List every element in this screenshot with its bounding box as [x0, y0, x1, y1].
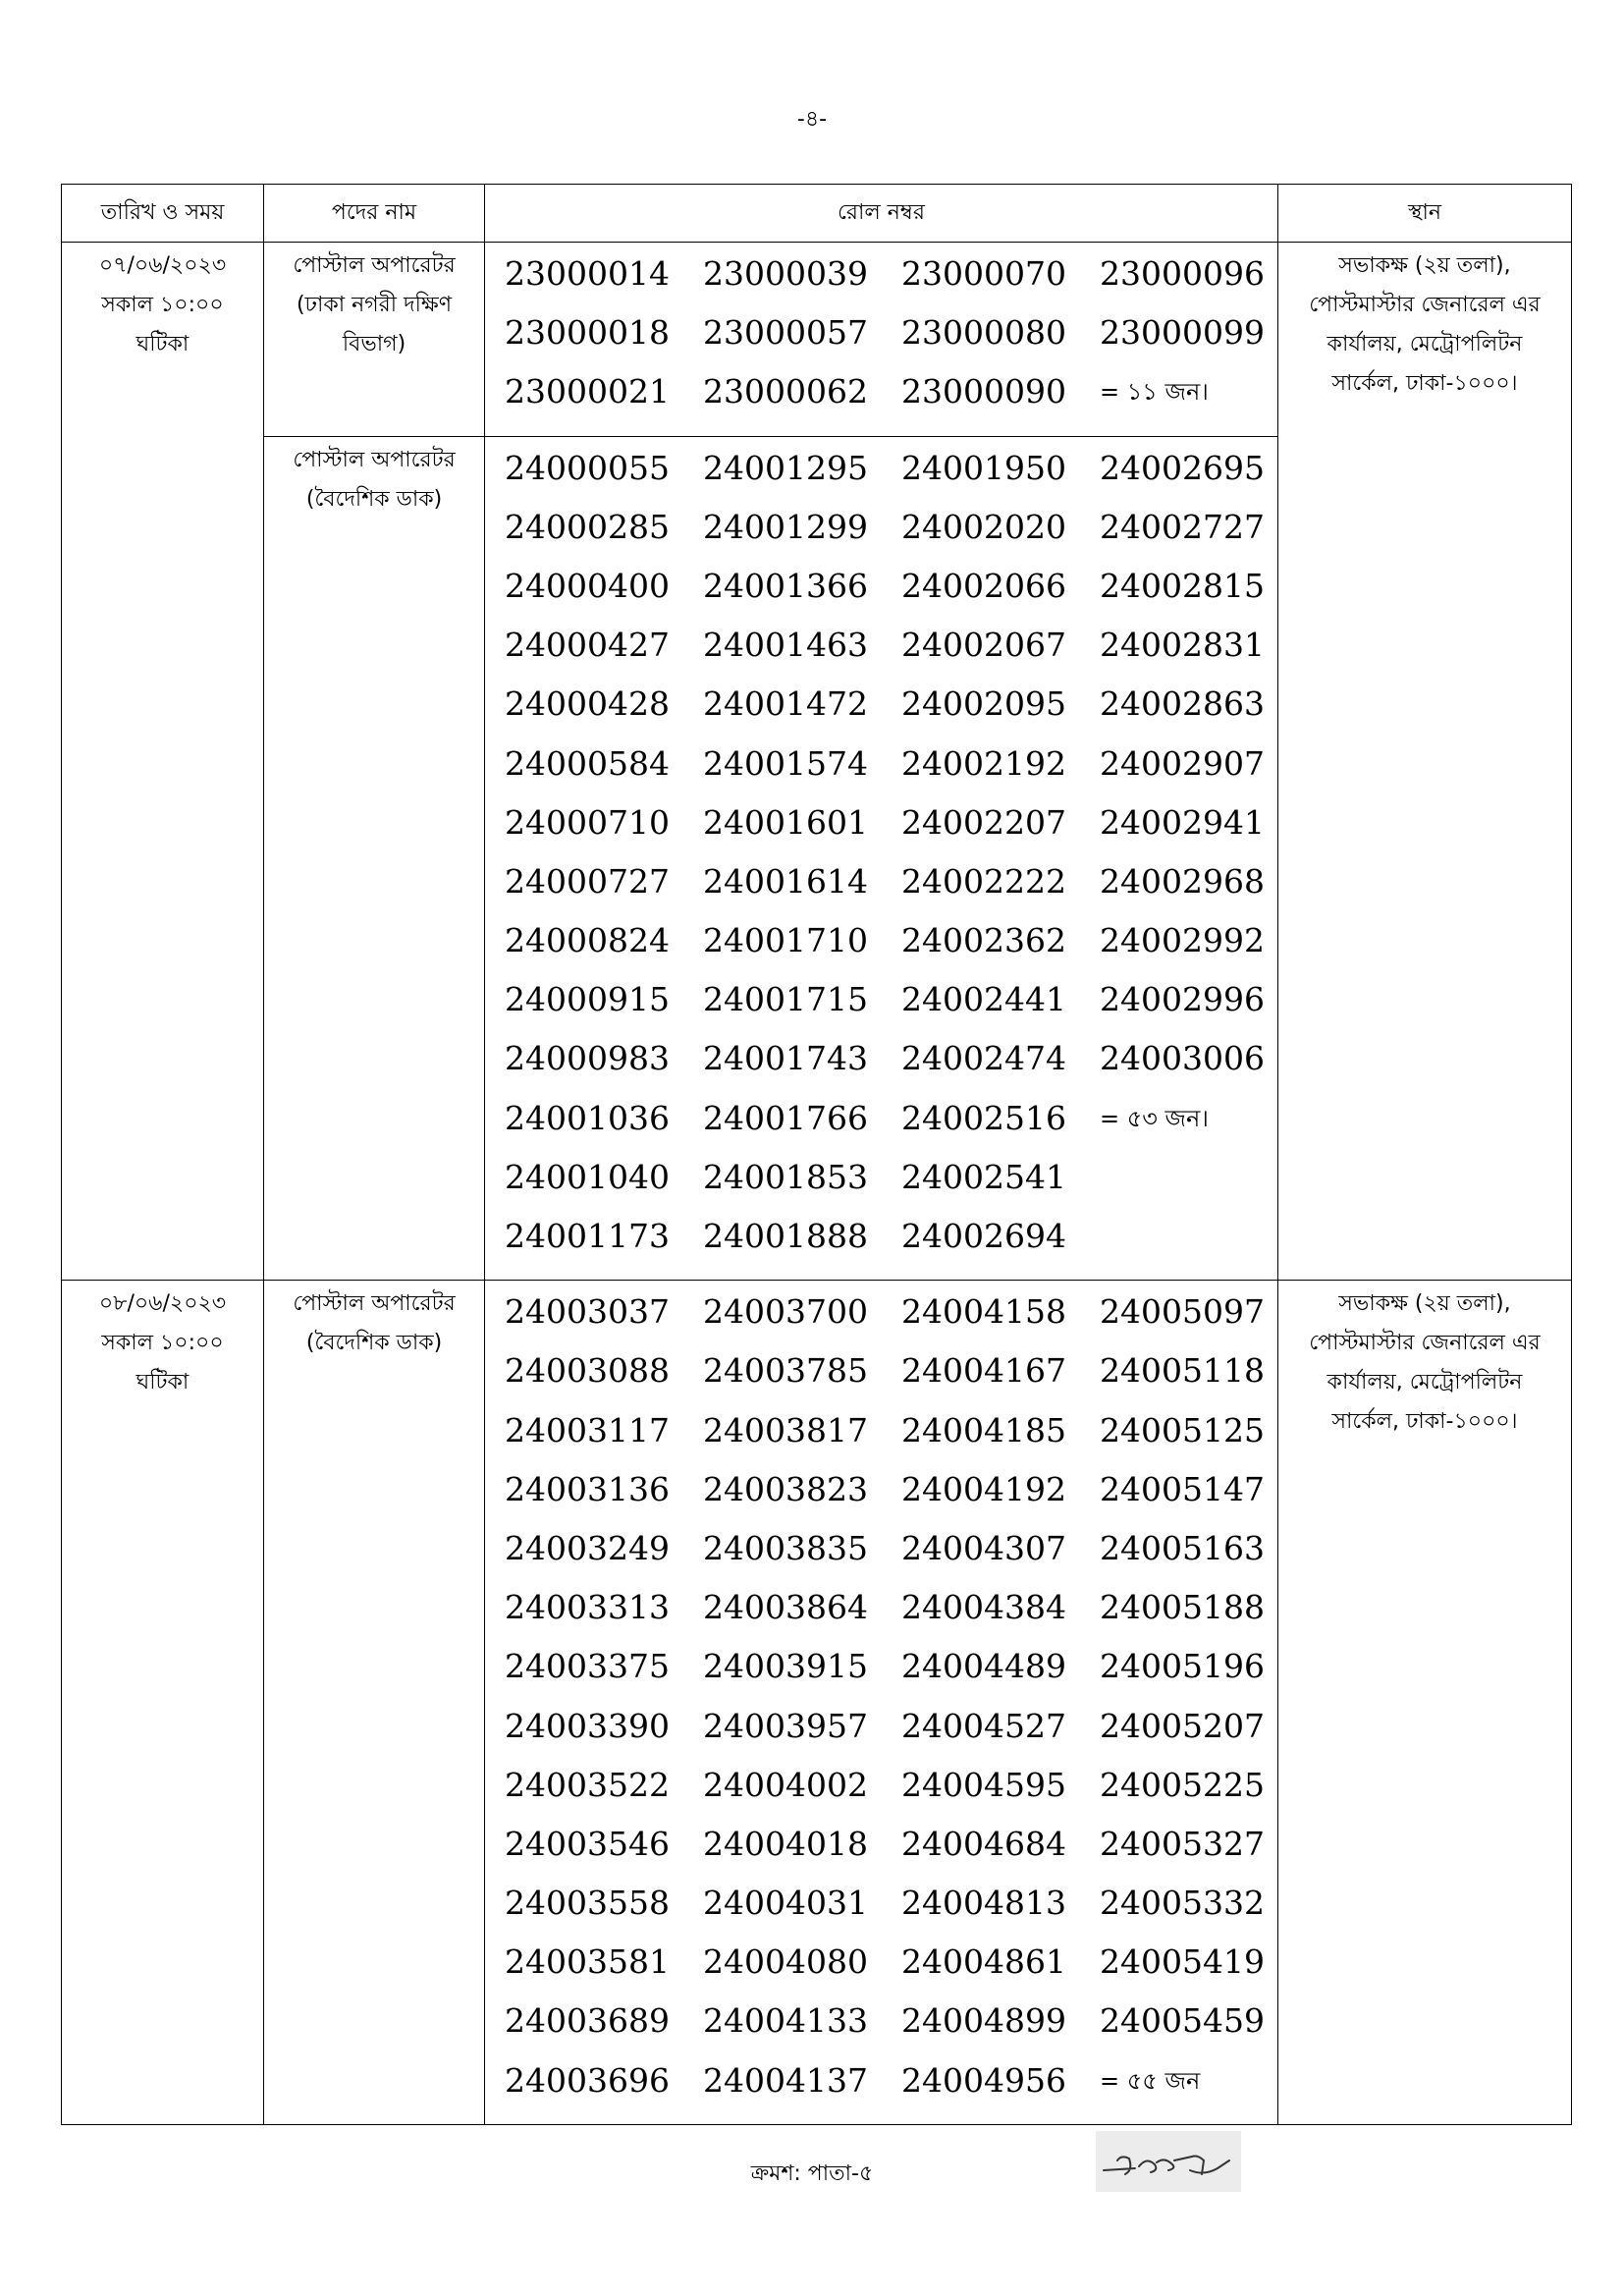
roll-number: 24002474: [901, 1039, 1066, 1078]
roll-number: 23000090: [901, 372, 1066, 411]
roll-number: 24004185: [901, 1410, 1066, 1449]
roll-number: 24003823: [703, 1469, 868, 1508]
roll-number: 23000062: [703, 372, 868, 411]
roll-number: 24005118: [1100, 1351, 1265, 1391]
roll-number: 24004813: [901, 1884, 1066, 1923]
roll-number: 24005125: [1100, 1410, 1265, 1449]
roll-number: 24002831: [1100, 626, 1265, 665]
roll-number: 24005196: [1100, 1647, 1265, 1686]
roll-number: 24001299: [703, 507, 868, 546]
roll-number: 24002541: [901, 1157, 1066, 1196]
roll-number: 23000099: [1100, 313, 1265, 353]
roll-number: 24002968: [1100, 861, 1265, 901]
post-name-line: পোস্টাল অপারেটর: [293, 1291, 456, 1317]
continued-note: ক্রমশ: পাতা-৫: [750, 2161, 874, 2186]
venue-cell: [1278, 1281, 1572, 2125]
header-date: তারিখ ও সময়: [62, 185, 264, 243]
roll-number: 24003957: [703, 1706, 868, 1745]
roll-number: 24003817: [703, 1410, 868, 1449]
roll-number: 24005327: [1100, 1824, 1265, 1863]
roll-number: 24003558: [505, 1884, 670, 1923]
table-body: [62, 243, 1572, 2125]
roll-number: 24002815: [1100, 566, 1265, 605]
roll-number: 24000710: [505, 802, 670, 842]
roll-number: 24005419: [1100, 1942, 1265, 1982]
venue-line: কার্যালয়, মেট্রোপলিটন: [1326, 332, 1523, 356]
roll-numbers-cell: [485, 436, 1278, 1281]
roll-number: 23000018: [505, 313, 670, 353]
roll-number: 24002907: [1100, 743, 1265, 783]
post-name-line: বিভাগ): [342, 332, 406, 356]
roll-numbers-cell: [485, 1281, 1278, 2125]
roll-number: 24000727: [505, 861, 670, 901]
roll-number: 24002362: [901, 921, 1066, 960]
roll-number: 24002996: [1100, 980, 1265, 1019]
roll-number-grid: [485, 245, 1277, 422]
roll-number: 24001614: [703, 861, 868, 901]
roll-number: 24004137: [703, 2060, 868, 2100]
roll-number: 24003390: [505, 1706, 670, 1745]
roll-number: 24004307: [901, 1528, 1066, 1567]
roll-number: 24001040: [505, 1157, 670, 1196]
roll-number: 24005207: [1100, 1706, 1265, 1745]
roll-number: 24004080: [703, 1942, 868, 1982]
roll-number: 24005147: [1100, 1469, 1265, 1508]
roll-number: [1100, 1207, 1300, 1266]
post-name-line: (বৈদেশিক ডাক): [305, 486, 443, 512]
roll-number: 24004192: [901, 1469, 1066, 1508]
roll-number: 24003785: [703, 1351, 868, 1391]
roll-number: 24003835: [703, 1528, 868, 1567]
roll-number: 24001743: [703, 1039, 868, 1078]
roll-number: 24005163: [1100, 1528, 1265, 1567]
roll-number: 24002441: [901, 980, 1066, 1019]
roll-number: [1100, 1148, 1300, 1207]
roll-number: 24003249: [505, 1528, 670, 1567]
roll-numbers-cell: [485, 243, 1278, 437]
date-time-cell: [62, 243, 264, 1281]
roll-number: 24000400: [505, 566, 670, 605]
roll-number: 24001853: [703, 1157, 868, 1196]
roll-number: 24005459: [1100, 2001, 1265, 2041]
roll-number: 24002516: [901, 1098, 1066, 1137]
candidate-count: = ৫৩ জন।: [1100, 1104, 1209, 1132]
post-name-line: পোস্টাল অপারেটর: [293, 253, 456, 278]
date-time-line: সকাল ১০:০০: [101, 1331, 224, 1356]
post-name-line: (বৈদেশিক ডাক): [305, 1331, 443, 1356]
date-time-line: সকাল ১০:০০: [101, 293, 224, 317]
exam-schedule-table: [61, 184, 1572, 2125]
date-time-line: ০৭/০৬/২০২৩: [98, 253, 227, 278]
roll-number: 24003037: [505, 1292, 670, 1332]
roll-number: 23000070: [901, 254, 1066, 293]
roll-number: 24002695: [1100, 448, 1265, 487]
roll-number: 24003088: [505, 1351, 670, 1391]
roll-number: 24001950: [901, 448, 1066, 487]
venue-line: সার্কেল, ঢাকা-১০০০।: [1331, 371, 1518, 396]
roll-number: 23000080: [901, 313, 1066, 353]
roll-number: 24003581: [505, 1942, 670, 1982]
venue-cell: [1278, 243, 1572, 1281]
candidate-count: = ৫৫ জন: [1100, 2066, 1201, 2095]
roll-number: 24003546: [505, 1824, 670, 1863]
date-time-line: ঘটিকা: [135, 1370, 189, 1395]
roll-number: 24003117: [505, 1410, 670, 1449]
roll-number: 24003696: [505, 2060, 670, 2100]
roll-number: 24002066: [901, 566, 1066, 605]
roll-number: 24001766: [703, 1098, 868, 1137]
roll-number: 24005225: [1100, 1765, 1265, 1804]
roll-number: 24004002: [703, 1765, 868, 1804]
roll-number: 24004031: [703, 1884, 868, 1923]
roll-number: 23000096: [1100, 254, 1265, 293]
venue-line: সভাকক্ষ (২য় তলা),: [1338, 253, 1511, 278]
roll-number: 24004899: [901, 2001, 1066, 2041]
post-name-cell: [264, 436, 485, 1281]
roll-number: 24001295: [703, 448, 868, 487]
roll-number: 24003689: [505, 2001, 670, 2041]
post-name-cell: [264, 243, 485, 437]
roll-number: 24003006: [1100, 1039, 1265, 1078]
roll-number: 24004167: [901, 1351, 1066, 1391]
signature-image: [1096, 2131, 1241, 2192]
roll-number: 24004133: [703, 2001, 868, 2041]
roll-number: 24003700: [703, 1292, 868, 1332]
roll-number: 24004861: [901, 1942, 1066, 1982]
roll-number: 24002067: [901, 626, 1066, 665]
roll-number: 24000824: [505, 921, 670, 960]
roll-number: 24004384: [901, 1588, 1066, 1627]
roll-number: 23000039: [703, 254, 868, 293]
venue-line: পোস্টমাস্টার জেনারেল এর: [1309, 1331, 1541, 1356]
roll-number: 24003313: [505, 1588, 670, 1627]
roll-number: 24002992: [1100, 921, 1265, 960]
roll-number: 24000055: [505, 448, 670, 487]
roll-number: 24000584: [505, 743, 670, 783]
roll-number: 24001173: [505, 1217, 670, 1255]
roll-number: 24000983: [505, 1039, 670, 1078]
roll-number: 24001710: [703, 921, 868, 960]
roll-number: 24002207: [901, 802, 1066, 842]
header-venue: স্থান: [1278, 185, 1572, 243]
roll-number: 24005188: [1100, 1588, 1265, 1627]
roll-number-grid: [485, 439, 1277, 1267]
table-row: [62, 1281, 1572, 2125]
post-name-line: (ঢাকা নগরী দক্ষিণ: [296, 293, 453, 317]
roll-number: 24001574: [703, 743, 868, 783]
roll-number: 24005097: [1100, 1292, 1265, 1332]
roll-number: 24003136: [505, 1469, 670, 1508]
candidate-count: = ১১ জন।: [1100, 378, 1209, 407]
roll-number: 24004018: [703, 1824, 868, 1863]
header-roll: রোল নম্বর: [485, 185, 1278, 243]
roll-number: 24002694: [901, 1217, 1066, 1255]
roll-number: 24004595: [901, 1765, 1066, 1804]
signature-stroke: [1096, 2131, 1241, 2192]
venue-line: সার্কেল, ঢাকা-১০০০।: [1331, 1409, 1518, 1435]
roll-number: 24000285: [505, 507, 670, 546]
roll-number: 24001472: [703, 684, 868, 724]
post-name-line: পোস্টাল অপারেটর: [293, 447, 456, 472]
roll-number: 24002222: [901, 861, 1066, 901]
roll-number: 24005332: [1100, 1884, 1265, 1923]
post-name-cell: [264, 1281, 485, 2125]
roll-number: 24003864: [703, 1588, 868, 1627]
roll-number: 23000021: [505, 372, 670, 411]
date-time-line: ০৮/০৬/২০২৩: [98, 1291, 227, 1317]
roll-number: 24002020: [901, 507, 1066, 546]
header-post: পদের নাম: [264, 185, 485, 243]
roll-number: 24004956: [901, 2060, 1066, 2100]
roll-number: 24004158: [901, 1292, 1066, 1332]
roll-number: 24000427: [505, 626, 670, 665]
roll-number: 24001888: [703, 1217, 868, 1255]
page-number: -৪-: [796, 107, 828, 132]
roll-number: 23000014: [505, 254, 670, 293]
roll-number: 24001601: [703, 802, 868, 842]
date-time-line: ঘটিকা: [135, 332, 189, 356]
table-row: [62, 243, 1572, 437]
roll-number: 24002941: [1100, 802, 1265, 842]
venue-line: পোস্টমাস্টার জেনারেল এর: [1309, 293, 1541, 317]
roll-number: 24003375: [505, 1647, 670, 1686]
venue-line: সভাকক্ষ (২য় তলা),: [1338, 1291, 1511, 1317]
roll-number: 24001463: [703, 626, 868, 665]
roll-number: 24000428: [505, 684, 670, 724]
roll-number: 24002863: [1100, 684, 1265, 724]
roll-number-grid: [485, 1283, 1277, 2110]
roll-number: 24002192: [901, 743, 1066, 783]
roll-number: 24002727: [1100, 507, 1265, 546]
roll-number: 24003522: [505, 1765, 670, 1804]
roll-number: 24002095: [901, 684, 1066, 724]
roll-number: 24004527: [901, 1706, 1066, 1745]
roll-number: 24003915: [703, 1647, 868, 1686]
roll-number: 23000057: [703, 313, 868, 353]
roll-number: 24000915: [505, 980, 670, 1019]
date-time-cell: [62, 1281, 264, 2125]
table-header-row: [62, 185, 1572, 243]
roll-number: 24001036: [505, 1098, 670, 1137]
roll-number: 24004684: [901, 1824, 1066, 1863]
roll-number: 24001366: [703, 566, 868, 605]
roll-number: 24004489: [901, 1647, 1066, 1686]
roll-number: 24001715: [703, 980, 868, 1019]
venue-line: কার্যালয়, মেট্রোপলিটন: [1326, 1370, 1523, 1395]
